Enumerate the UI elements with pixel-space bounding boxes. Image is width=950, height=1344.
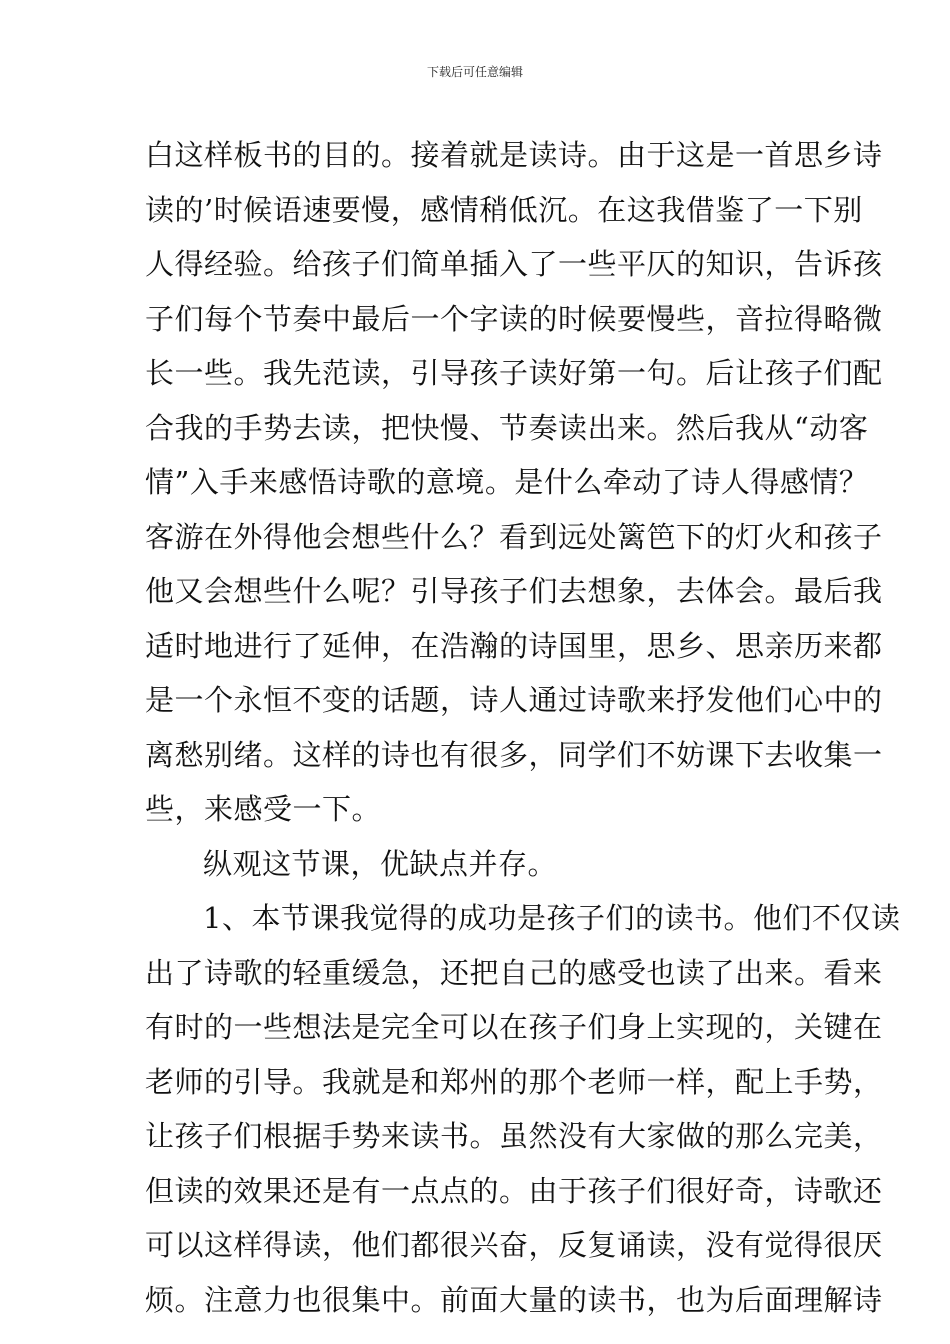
text-line: 可以这样得读，他们都很兴奋，反复诵读，没有觉得很厌 [145,1228,883,1262]
text-line: 他又会想些什么呢？引导孩子们去想象，去体会。最后我 [145,574,883,608]
text-line: 离愁别绪。这样的诗也有很多，同学们不妨课下去收集一 [145,737,883,772]
text-line: 老师的引导。我就是和郑州的那个老师一样，配上手势， [145,1064,883,1099]
text-line: 让孩子们根据手势来读书。虽然没有大家做的那么完美， [145,1119,883,1153]
page-header: 下载后可任意编辑 [426,65,523,79]
text-line: 是一个永恒不变的话题，诗人通过诗歌来抒发他们心中的 [145,683,883,717]
text-line: 适时地进行了延伸，在浩瀚的诗国里，思乡、思亲历来都 [145,628,883,663]
document-body [145,128,901,1327]
text-line: 些，来感受一下。 [145,792,382,826]
text-line: 合我的手势去读，把快慢、节奏读出来。然后我从“动客 [145,410,869,445]
paragraph-summary: 纵观这节课，优缺点并存。 [203,846,558,881]
text-line: 情”入手来感悟诗歌的意境。是什么牵动了诗人得感情？ [145,465,869,499]
text-line: 烦。注意力也很集中。前面大量的读书，也为后面理解诗 [145,1282,883,1317]
text-line: 有时的一些想法是完全可以在孩子们身上实现的，关键在 [145,1010,883,1044]
text-line: 客游在外得他会想些什么？看到远处篱笆下的灯火和孩子 [145,519,883,554]
text-line: 但读的效果还是有一点点的。由于孩子们很好奇，诗歌还 [145,1173,883,1208]
text-line: 白这样板书的目的。接着就是读诗。由于这是一首思乡诗 [145,138,883,172]
text-line: 长一些。我先范读，引导孩子读好第一句。后让孩子们配 [145,356,883,390]
text-line: 出了诗歌的轻重缓急，还把自己的感受也读了出来。看来 [145,955,883,990]
text-line: 读的’时候语速要慢，感情稍低沉。在这我借鉴了一下别 [145,192,863,227]
text-line: 人得经验。给孩子们简单插入了一些平仄的知识，告诉孩 [145,247,883,281]
text-line: 子们每个节奏中最后一个字读的时候要慢些，音拉得略微 [145,301,883,336]
paragraph-point-1: 1、本节课我觉得的成功是孩子们的读书。他们不仅读 [203,901,901,935]
